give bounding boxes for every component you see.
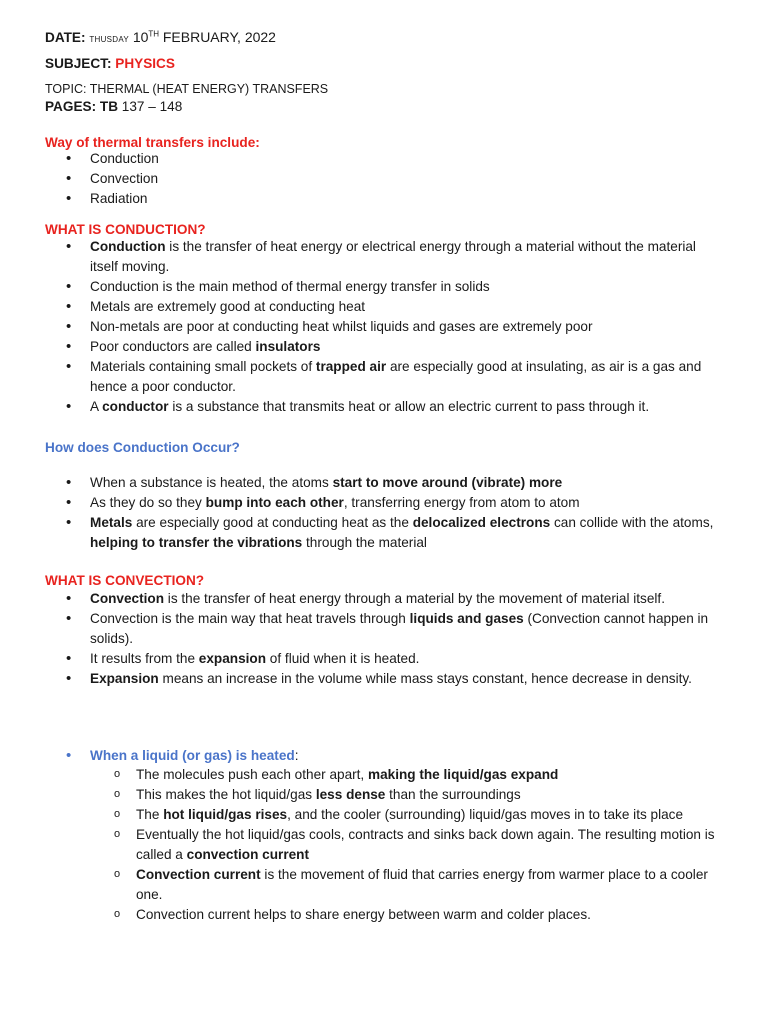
topic-line: TOPIC: THERMAL (HEAT ENERGY) TRANSFERS <box>45 82 329 96</box>
convection-heading: WHAT IS CONVECTION? <box>45 573 205 588</box>
date-label: DATE: <box>45 30 86 45</box>
subject-line <box>45 56 175 71</box>
list-item: o Convection current helps to share energy between warm and colder places. <box>112 905 724 925</box>
list-item: o This makes the hot liquid/gas less dense than the surroundings <box>112 785 724 805</box>
pages-value: 137 – 148 <box>121 99 183 114</box>
list-item: • A conductor is a substance that transmits heat or allow an electric current to pass through it. <box>64 397 724 417</box>
ways-list <box>64 149 724 209</box>
date-month-year: FEBRUARY, 2022 <box>162 29 276 45</box>
date-day: THUSDAY <box>89 35 130 44</box>
subject-label: SUBJECT: <box>45 56 112 71</box>
list-item: • Poor conductors are called insulators <box>64 337 724 357</box>
subject-value: PHYSICS <box>115 56 175 71</box>
list-item: • Conduction is the transfer of heat energy or electrical energy through a material without the material itself moving. <box>64 237 724 277</box>
list-item: • Convection is the main way that heat travels through liquids and gases (Convection cannot happen in solids). <box>64 609 724 649</box>
ways-heading: Way of thermal transfers include: <box>45 135 260 150</box>
how-conduction-list <box>64 473 724 553</box>
list-item: o Eventually the hot liquid/gas cools, contracts and sinks back down again. The resulting motion is called a convection current <box>112 825 724 865</box>
list-item: o The molecules push each other apart, making the liquid/gas expand <box>112 765 724 785</box>
list-item: • Convection <box>64 169 724 189</box>
list-item: • Expansion means an increase in the volume while mass stays constant, hence decrease in density. <box>64 669 724 689</box>
list-item: • As they do so they bump into each other, transferring energy from atom to atom <box>64 493 724 513</box>
convection-list <box>64 589 724 689</box>
heated-heading: • When a liquid (or gas) is heated: <box>64 746 724 766</box>
list-item: • Materials containing small pockets of trapped air are especially good at insulating, as air is a gas and hence a poor conductor. <box>64 357 724 397</box>
date-suffix: TH <box>148 29 160 39</box>
heated-sublist <box>112 765 724 925</box>
list-item: • It results from the expansion of fluid when it is heated. <box>64 649 724 669</box>
list-item: • Conduction is the main method of thermal energy transfer in solids <box>64 277 724 297</box>
heated-heading-list <box>64 746 724 766</box>
list-item: • When a substance is heated, the atoms start to move around (vibrate) more <box>64 473 724 493</box>
list-item: • Convection is the transfer of heat energy through a material by the movement of material itself. <box>64 589 724 609</box>
pages-line <box>45 99 182 114</box>
pages-label: PAGES: TB <box>45 99 119 114</box>
list-item: • Metals are especially good at conducting heat as the delocalized electrons can collide with the atoms, helping to transfer the vibrations through the material <box>64 513 724 553</box>
date-number: 10 <box>132 29 149 45</box>
conduction-heading: WHAT IS CONDUCTION? <box>45 222 206 237</box>
list-item: • Non-metals are poor at conducting heat whilst liquids and gases are extremely poor <box>64 317 724 337</box>
how-conduction-heading: How does Conduction Occur? <box>45 440 240 455</box>
date-line <box>45 29 276 45</box>
conduction-list <box>64 237 724 417</box>
list-item: o Convection current is the movement of fluid that carries energy from warmer place to a cooler one. <box>112 865 724 905</box>
list-item: o The hot liquid/gas rises, and the cooler (surrounding) liquid/gas moves in to take its place <box>112 805 724 825</box>
list-item: • Metals are extremely good at conducting heat <box>64 297 724 317</box>
list-item: • Radiation <box>64 189 724 209</box>
list-item: • Conduction <box>64 149 724 169</box>
